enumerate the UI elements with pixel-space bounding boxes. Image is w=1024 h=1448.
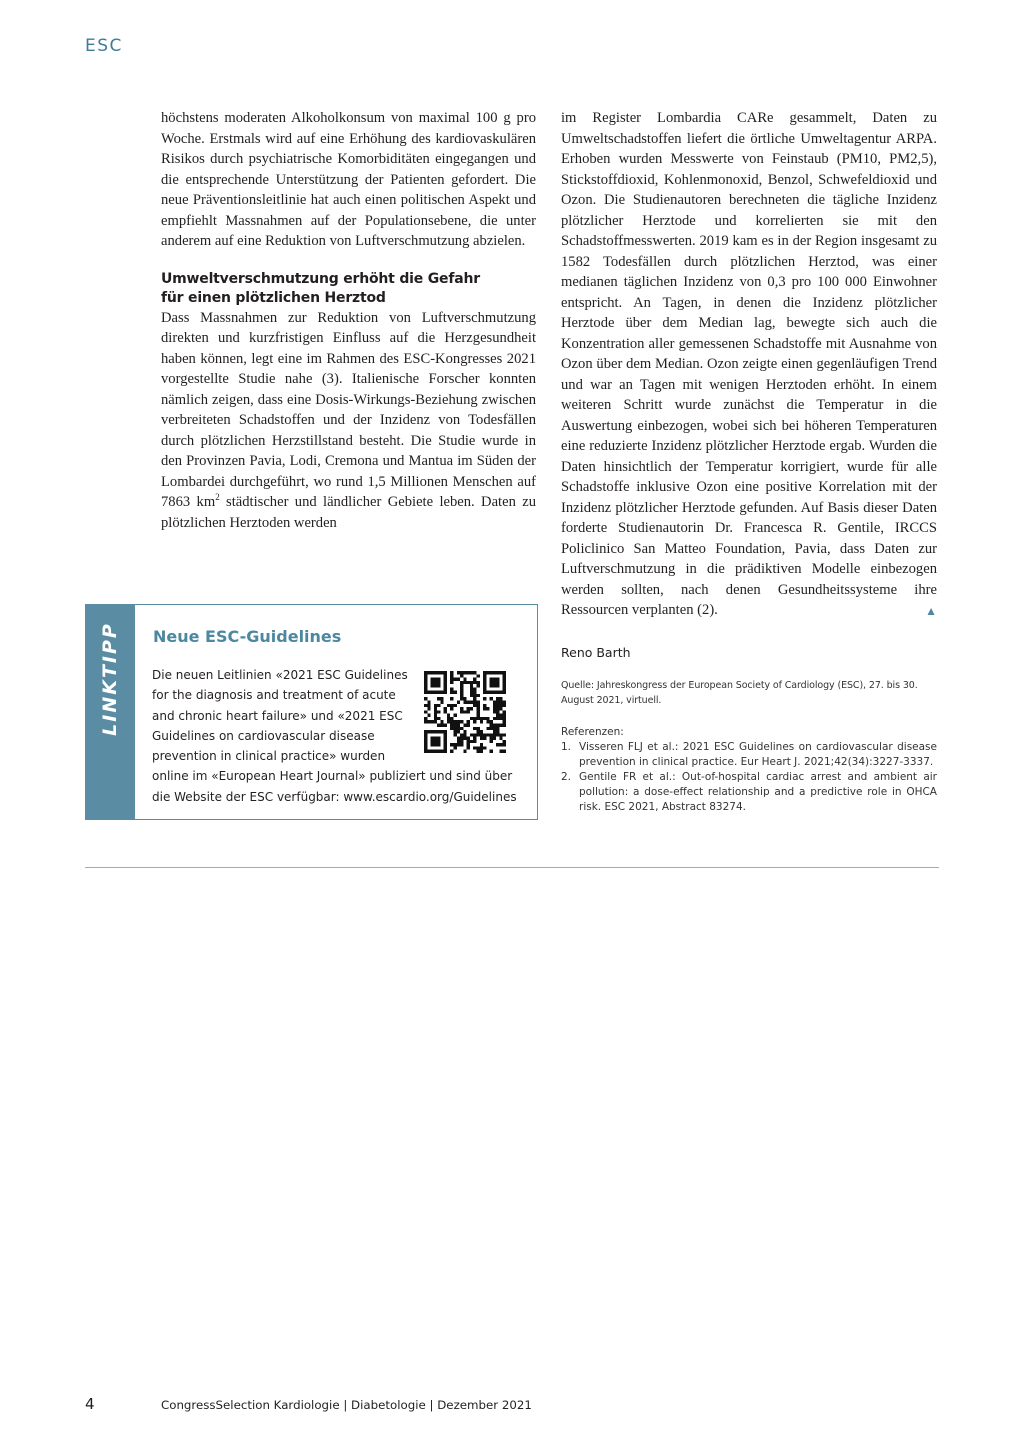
qr-code-icon[interactable]	[424, 671, 506, 753]
section-divider	[85, 867, 939, 868]
reference-text: Visseren FLJ et al.: 2021 ESC Guidelines on cardiovascular disease prevention in clinical practice. Eur Heart J. 2021;42(34):3227-3337.	[579, 740, 937, 768]
end-of-article-icon: ▲	[925, 604, 937, 618]
page-number: 4	[85, 1395, 95, 1413]
references-label: Referenzen:	[561, 725, 624, 738]
body-text-part-1: Dass Massnahmen zur Reduktion von Luftverschmutzung direkten und kurzfristigen Einfluss auf die Herzgesundheit haben können, legt eine im Rahmen des ESC-Kongresses 2021 vorgestellte Studie nahe (3). Italienische Forscher konnten nämlich zeigen, dass eine Dosis-Wirkungs-Beziehung zwischen verbreiteten Schadstoffen und der Inzidenz von Todesfällen durch plötzlichen Herzstillstand besteht. Die Studie wurde in den Provinzen Pavia, Lodi, Cremona und Mantua im Süden der Lombardei durchgeführt, wo rund 1,5 Millionen Menschen auf 7863 km	[161, 309, 536, 510]
author: Reno Barth	[561, 644, 631, 660]
subheading	[161, 270, 536, 308]
references-list	[561, 740, 937, 815]
subheading-line-2: für einen plötzlichen Herztod	[161, 289, 386, 306]
linktip-box	[85, 604, 538, 820]
right-body-paragraph	[561, 108, 937, 621]
body-paragraph	[161, 308, 536, 534]
right-body-text: im Register Lombardia CARe gesammelt, Daten zu Umweltschadstoffen liefert die örtliche Umweltagentur ARPA. Erhoben wurden Messwerte von Feinstaub (PM10, PM2,5), Stickstoffdioxid, Kohlenmonoxid, Benzol, Schwefeldioxid und Ozon. Die Studienautoren berechneten die tägliche Inzidenz plötzlicher Herztode und korrelierten sie mit den Schadstoffmesswerten. 2019 kam es in der Region insgesamt zu 1582 Todesfällen durch plötzlichen Herztod, was einer medianen täglichen Inzidenz von 0,3 pro 100 000 Einwohner entspricht. An Tagen, in denen die Inzidenz plötzlicher Herztode über dem Median lag, bewegte sich auch die Konzentration aller gemessenen Schadstoffe mit Ausnahme von Ozon über dem Median. Ozon zeigte einen gegenläufigen Trend und war an Tagen mit wenigen Herztoden erhöht. In einem weiteren Schritt wurde zunächst die Temperatur in die Auswertung einbezogen, wobei sich bei höheren Temperaturen eine reduzierte Inzidenz plötzlicher Herztode ergab. Wurden die Daten hinsichtlich der Temperatur korrigiert, wurde für alle Schadstoffe inklusive Ozon eine positive Korrelation mit der Inzidenz plötzlicher Herztode gefunden. Auf Basis dieser Daten forderte Studienautorin Dr. Francesca R. Gentile, IRCCS Policlinico San Matteo Foundation, Pavia, dass Daten zur Luftverschmutzung in die prädiktiven Modelle einbezogen werden sollten, nach denen Gesundheitssysteme ihre Ressourcen verplanten (2).	[561, 110, 937, 618]
intro-paragraph: höchstens moderaten Alkoholkonsum von maximal 100 g pro Woche. Erstmals wird auf eine Erhöhung des kardiovaskulären Risikos durch psychiatrische Komorbiditäten eingegangen und die entsprechende Unterstützung der Patienten gefordert. Die neue Präventionsleitlinie hat auch einen politischen Aspekt und empfiehlt Massnahmen auf der Populationsebene, die unter anderem auf eine Reduktion von Luftverschmutzung abzielen.	[161, 110, 536, 249]
footer-publication: CongressSelection Kardiologie | Diabetologie | Dezember 2021	[161, 1398, 532, 1412]
reference-item	[561, 740, 937, 770]
left-column	[161, 108, 536, 533]
reference-item	[561, 770, 937, 815]
linktip-body	[152, 665, 532, 807]
linktip-vertical-label: LINKTIPP	[99, 622, 121, 736]
reference-number: 2.	[561, 770, 572, 783]
right-column	[561, 108, 937, 815]
subheading-line-1: Umweltverschmutzung erhöht die Gefahr	[161, 270, 480, 287]
linktip-text: Die neuen Leitlinien «2021 ESC Guidelines for the diagnosis and treatment of acute and chronic heart failure» und «2021 ESC Guidelines on cardiovascular disease prevention in clinical practice» wurden online im «European Heart Journal» publiziert und sind über die Website der ESC verfügbar: www.escardio.org/Guidelines	[152, 668, 517, 804]
source-note: Quelle: Jahreskongress der European Society of Cardiology (ESC), 27. bis 30. August 2021, virtuell.	[561, 679, 918, 706]
section-label: ESC	[85, 36, 123, 56]
superscript: 2	[215, 492, 220, 503]
linktip-title: Neue ESC-Guidelines	[153, 627, 342, 646]
reference-number: 1.	[561, 740, 572, 753]
linktip-sidebar	[86, 605, 135, 819]
body-text-part-2: städtischer und ländlicher Gebiete leben. Daten zu plötzlichen Herztoden werden	[161, 494, 537, 531]
reference-text: Gentile FR et al.: Out-of-hospital cardiac arrest and ambient air pollution: a dose-effect relationship and a predictive role in OHCA risk. ESC 2021, Abstract 83274.	[579, 770, 937, 813]
